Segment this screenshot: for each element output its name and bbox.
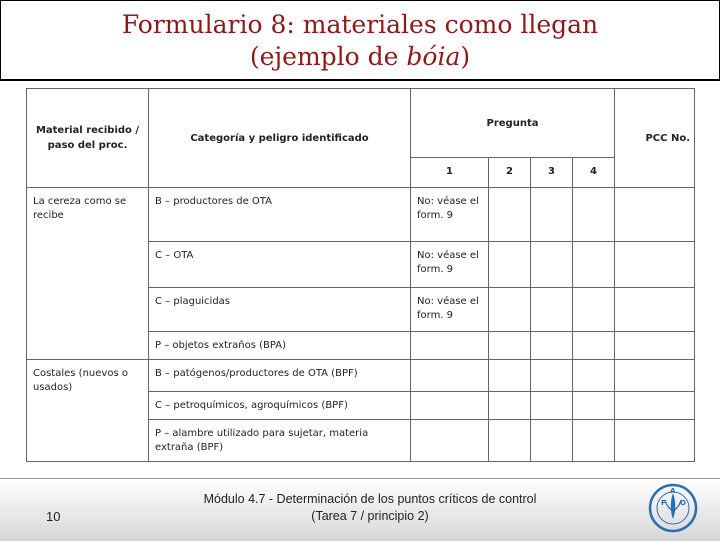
footer <box>0 478 720 541</box>
svg-text:O: O <box>680 499 686 507</box>
answer-q2-cell <box>489 332 531 360</box>
category-cell: B – patógenos/productores de OTA (BPF) <box>149 360 411 392</box>
pcc-cell <box>615 392 695 420</box>
answer-q1-cell <box>411 332 489 360</box>
category-cell: B – productores de OTA <box>149 188 411 242</box>
answer-q2-cell <box>489 392 531 420</box>
category-cell: P – alambre utilizado para sujetar, materia extraña (BPF) <box>149 420 411 462</box>
title-line-2 <box>1 41 719 73</box>
answer-q2-cell <box>489 188 531 242</box>
pcc-cell <box>615 288 695 332</box>
answer-q3-cell <box>531 360 573 392</box>
answer-q1-cell <box>411 360 489 392</box>
answer-q3-cell <box>531 332 573 360</box>
footer-line-2: (Tarea 7 / principio 2) <box>311 509 429 523</box>
answer-q4-cell <box>573 392 615 420</box>
answer-q3-cell <box>531 392 573 420</box>
material-cell: La cereza como se recibe <box>27 188 149 360</box>
pcc-cell <box>615 420 695 462</box>
pcc-cell <box>615 188 695 242</box>
category-cell: C – OTA <box>149 242 411 288</box>
material-cell: Costales (nuevos o usados) <box>27 360 149 462</box>
header-material: Material recibido / paso del proc. <box>27 89 149 188</box>
answer-q4-cell <box>573 242 615 288</box>
header-question: Pregunta <box>411 89 615 158</box>
table-row <box>27 188 695 242</box>
page-number: 10 <box>46 509 61 524</box>
header-q2: 2 <box>489 158 531 188</box>
answer-q3-cell <box>531 288 573 332</box>
fao-logo <box>648 481 698 535</box>
footer-line-1: Módulo 4.7 - Determinación de los puntos críticos de control <box>203 492 537 506</box>
answer-q1-cell <box>411 392 489 420</box>
answer-q3-cell <box>531 420 573 462</box>
footer-module-text <box>160 491 580 525</box>
answer-q3-cell <box>531 242 573 288</box>
answer-q4-cell <box>573 420 615 462</box>
svg-text:A: A <box>670 487 676 495</box>
answer-q2-cell <box>489 420 531 462</box>
title-line-2-italic: bóia <box>406 42 461 71</box>
answer-q2-cell <box>489 242 531 288</box>
title-box <box>0 0 720 81</box>
title-line-2-pre: (ejemplo de <box>249 42 407 71</box>
pcc-cell <box>615 332 695 360</box>
answer-q1-cell: No: véase el form. 9 <box>411 242 489 288</box>
header-q3: 3 <box>531 158 573 188</box>
header-category: Categoría y peligro identificado <box>149 89 411 188</box>
answer-q1-cell <box>411 420 489 462</box>
header-pcc: PCC No. <box>615 89 695 188</box>
answer-q3-cell <box>531 188 573 242</box>
header-q1: 1 <box>411 158 489 188</box>
answer-q4-cell <box>573 288 615 332</box>
hazard-form-table <box>26 88 695 462</box>
answer-q4-cell <box>573 188 615 242</box>
table-row <box>27 360 695 392</box>
category-cell: C – plaguicidas <box>149 288 411 332</box>
answer-q1-cell: No: véase el form. 9 <box>411 188 489 242</box>
answer-q2-cell <box>489 288 531 332</box>
answer-q4-cell <box>573 360 615 392</box>
header-q4: 4 <box>573 158 615 188</box>
answer-q4-cell <box>573 332 615 360</box>
title-line-2-post: ) <box>460 42 471 71</box>
answer-q1-cell: No: véase el form. 9 <box>411 288 489 332</box>
answer-q2-cell <box>489 360 531 392</box>
pcc-cell <box>615 360 695 392</box>
svg-text:F: F <box>661 499 666 507</box>
category-cell: C – petroquímicos, agroquímicos (BPF) <box>149 392 411 420</box>
slide-title <box>1 9 719 73</box>
pcc-cell <box>615 242 695 288</box>
title-line-1: Formulario 8: materiales como llegan <box>121 10 599 39</box>
header-row <box>27 89 695 158</box>
category-cell: P – objetos extraños (BPA) <box>149 332 411 360</box>
